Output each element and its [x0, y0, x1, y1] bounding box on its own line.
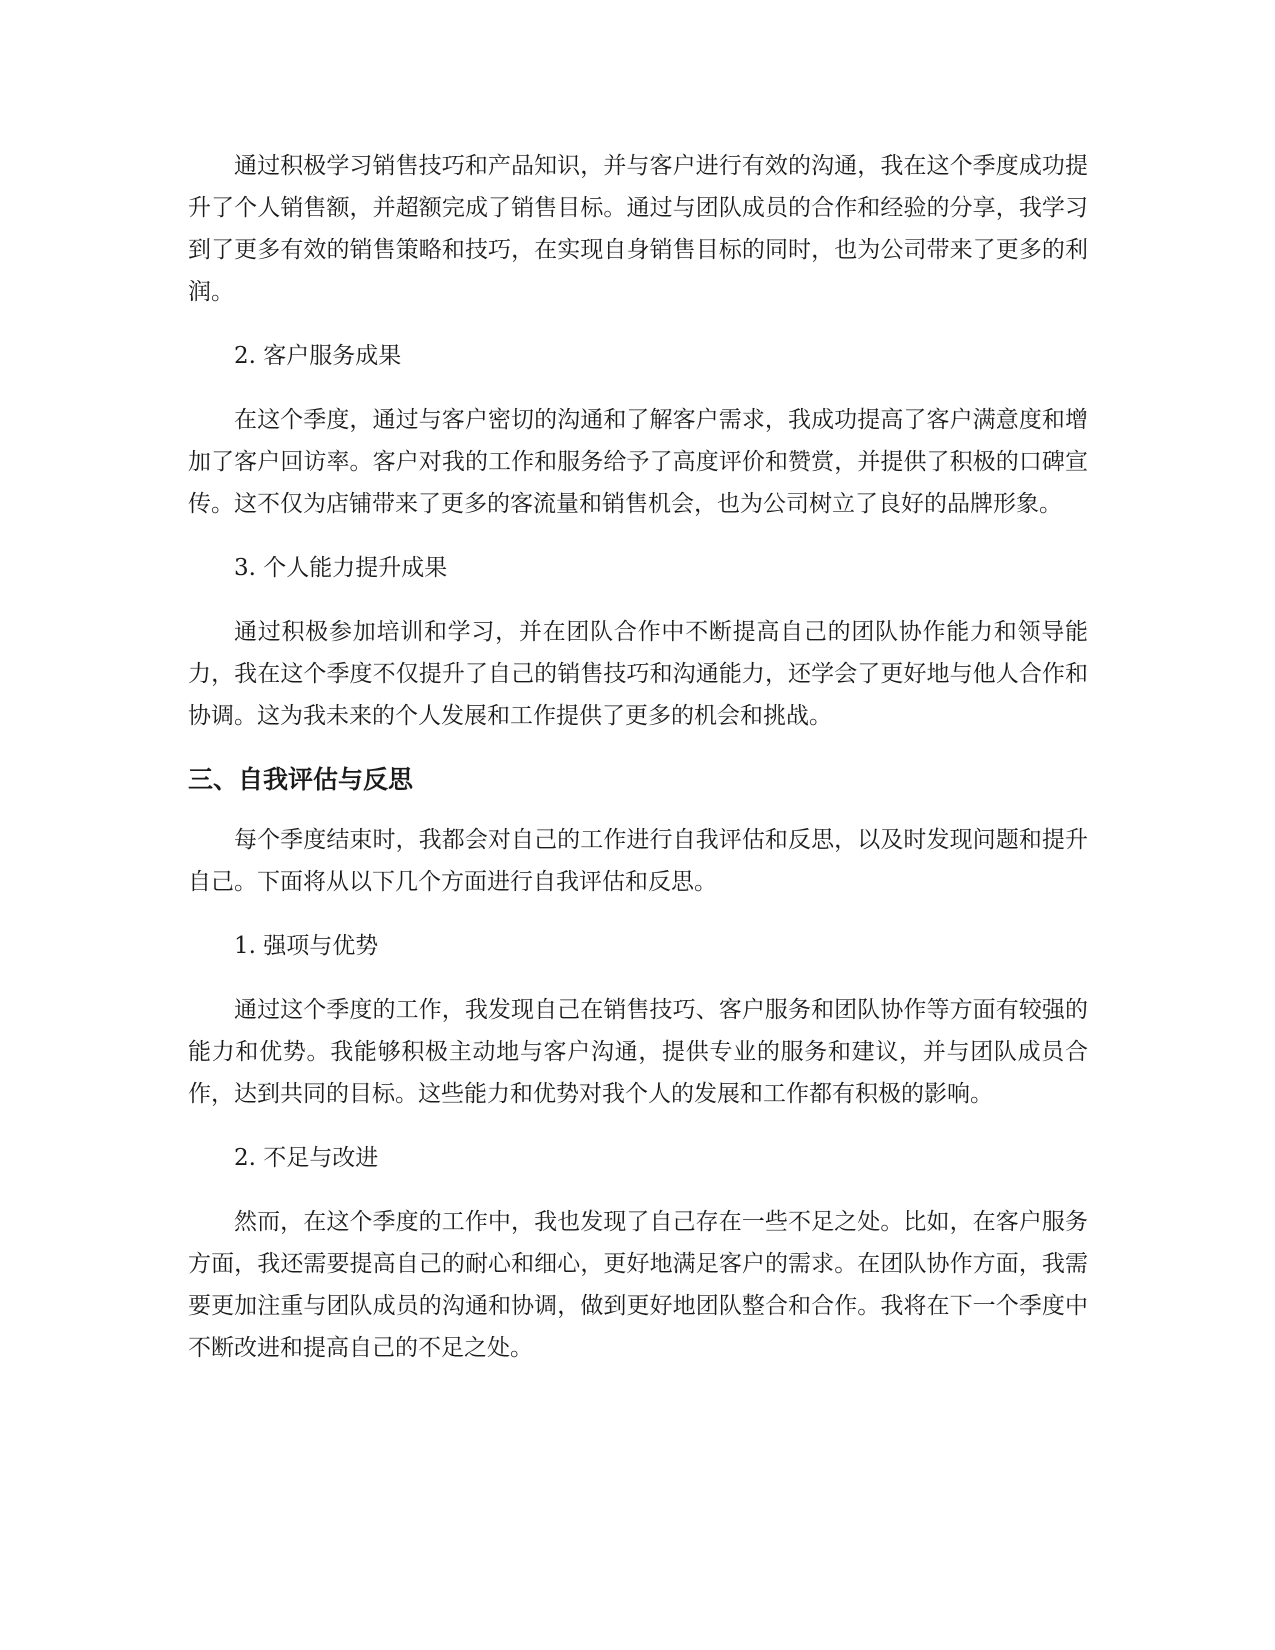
section-heading-self-assessment: 三、自我评估与反思 — [188, 765, 414, 794]
item-strengths: 1. 强项与优势 — [234, 933, 379, 959]
paragraph-sales-results: 通过积极学习销售技巧和产品知识，并与客户进行有效的沟通，我在这个季度成功提升了个人销售额，并超额完成了销售目标。通过与团队成员的合作和经验的分享，我学习到了更多有效的销售策略和技巧，在实现自身销售目标的同时，也为公司带来了更多的利润。 — [188, 153, 1088, 305]
paragraph-customer-service: 在这个季度，通过与客户密切的沟通和了解客户需求，我成功提高了客户满意度和增加了客户回访率。客户对我的工作和服务给予了高度评价和赞赏，并提供了积极的口碑宣传。这不仅为店铺带来了更多的客流量和销售机会，也为公司树立了良好的品牌形象。 — [188, 407, 1088, 517]
item-weaknesses: 2. 不足与改进 — [234, 1145, 379, 1171]
item-customer-service-results: 2. 客户服务成果 — [234, 343, 402, 369]
item-personal-ability-results: 3. 个人能力提升成果 — [234, 555, 448, 581]
paragraph-self-assessment-intro: 每个季度结束时，我都会对自己的工作进行自我评估和反思，以及时发现问题和提升自己。下面将从以下几个方面进行自我评估和反思。 — [188, 827, 1088, 895]
paragraph-personal-ability: 通过积极参加培训和学习，并在团队合作中不断提高自己的团队协作能力和领导能力，我在这个季度不仅提升了自己的销售技巧和沟通能力，还学会了更好地与他人合作和协调。这为我未来的个人发展和工作提供了更多的机会和挑战。 — [188, 619, 1088, 729]
paragraph-strengths: 通过这个季度的工作，我发现自己在销售技巧、客户服务和团队协作等方面有较强的能力和优势。我能够积极主动地与客户沟通，提供专业的服务和建议，并与团队成员合作，达到共同的目标。这些能力和优势对我个人的发展和工作都有积极的影响。 — [188, 997, 1088, 1107]
paragraph-weaknesses: 然而，在这个季度的工作中，我也发现了自己存在一些不足之处。比如，在客户服务方面，我还需要提高自己的耐心和细心，更好地满足客户的需求。在团队协作方面，我需要更加注重与团队成员的沟通和协调，做到更好地团队整合和合作。我将在下一个季度中不断改进和提高自己的不足之处。 — [188, 1209, 1088, 1361]
document-body — [188, 145, 1088, 1391]
